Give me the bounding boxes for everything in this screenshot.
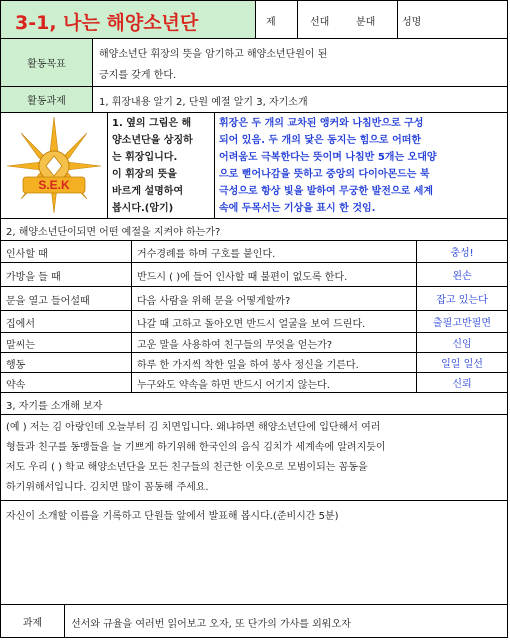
situation-text: 약속	[6, 380, 26, 391]
section2-title-row	[1, 219, 507, 241]
etiquette-row	[1, 353, 507, 373]
class-cell	[256, 1, 298, 38]
tasks-label-cell	[1, 87, 93, 112]
page-title: 3-1, 나는 해양소년단	[15, 12, 199, 34]
etiquette-row	[1, 263, 507, 287]
emblem-meaning-line: 극성으로 항상 빛을 발하여 무궁한 발전으로 세계	[219, 186, 434, 197]
goal-line-1: 해양소년단 휘장의 뜻을 암기하고 해양소년단원이 된	[99, 49, 328, 60]
unit-team-cell	[298, 1, 398, 38]
emblem-meaning-line: 어려움도 극복한다는 뜻이며 나침반 5개는 오대양	[219, 152, 437, 163]
goal-label-cell	[1, 39, 93, 86]
example-line: 하기위해서입니다. 김치면 많이 꼼동해 주세요.	[6, 482, 209, 493]
rule-cell	[132, 311, 417, 332]
emblem-meaning-cell	[215, 113, 507, 218]
emblem-logo-text: S.E.K	[38, 178, 70, 192]
situation-cell	[1, 333, 132, 352]
keyword-cell	[417, 311, 507, 332]
rule-text: 거수경례를 하며 구호를 붙인다.	[137, 249, 276, 260]
emblem-desc-line: 이 휘장의 뜻을	[112, 169, 177, 180]
emblem-logo-cell	[1, 113, 108, 218]
instruction-text: 자신이 소개할 이름을 기록하고 단원들 앞에서 발표해 봅시다.(준비시간 5분)	[6, 511, 339, 522]
header-row	[1, 1, 507, 39]
situation-cell	[1, 353, 132, 372]
rule-text: 다음 사람을 위해 문을 어떻게할까?	[137, 296, 291, 307]
emblem-meaning	[219, 115, 437, 217]
emblem-desc-line: 양소년단을 상징하	[112, 135, 193, 146]
etiquette-row	[1, 333, 507, 353]
situation-text: 행동	[6, 360, 26, 371]
situation-text: 말씨는	[6, 340, 35, 351]
emblem-desc	[112, 115, 193, 217]
keyword-cell	[417, 287, 507, 310]
keyword-text: 일일 일선	[441, 359, 483, 370]
situation-cell	[1, 287, 132, 310]
rule-cell	[132, 241, 417, 262]
goal-line-2: 긍지를 갖게 한다.	[99, 70, 177, 81]
rule-cell	[132, 287, 417, 310]
rule-text: 누구와도 약속을 하면 반드시 어기지 않는다.	[137, 380, 330, 391]
emblem-meaning-line: 휘장은 두 개의 교차된 앵커와 나침반으로 구성	[219, 118, 424, 129]
emblem-desc-line: 봅시다.(암기)	[112, 203, 174, 214]
keyword-text: 충성!	[450, 248, 474, 259]
title-cell	[1, 1, 256, 38]
keyword-cell	[417, 263, 507, 286]
emblem-meaning-line: 속에 두목서는 기상을 표시 한 것임.	[219, 203, 376, 214]
example-row	[1, 415, 507, 501]
keyword-text: 신임	[452, 339, 472, 350]
tasks-row	[1, 87, 507, 113]
situation-text: 인사할 때	[6, 249, 48, 260]
sek-emblem-icon	[1, 113, 108, 217]
etiquette-row	[1, 311, 507, 333]
goal-text-cell	[93, 39, 507, 86]
situation-cell	[1, 241, 132, 262]
situation-cell	[1, 263, 132, 286]
rule-cell	[132, 353, 417, 372]
keyword-cell	[417, 373, 507, 392]
rule-text: 고운 말을 사용하여 친구들의 무엇을 얻는가?	[137, 340, 333, 351]
homework-text-cell	[65, 605, 507, 637]
keyword-text: 잡고 있는다	[436, 295, 488, 306]
emblem-desc-line: 는 휘장입니다.	[112, 152, 178, 163]
goal-row	[1, 39, 507, 87]
emblem-desc-cell	[108, 113, 215, 218]
situation-text: 집에서	[6, 319, 35, 330]
rule-text: 하루 한 가지씩 착한 일을 하여 봉사 정신을 기른다.	[137, 360, 359, 371]
keyword-text: 신뢰	[452, 379, 472, 390]
tasks-text-cell	[93, 87, 507, 112]
unit-label: 선대	[310, 17, 330, 28]
etiquette-row	[1, 287, 507, 311]
rule-cell	[132, 373, 417, 392]
homework-row	[1, 605, 507, 637]
example-line: (예 ) 저는 김 아랑인데 오늘부터 김 치면입니다. 왜냐하면 해양소년단에 입단해서 여러	[6, 422, 381, 433]
emblem-meaning-line: 으로 뻗어나감을 뜻하고 중앙의 다이아몬드는 북	[219, 169, 430, 180]
answer-area[interactable]	[1, 501, 507, 605]
situation-cell	[1, 373, 132, 392]
example-paragraph	[6, 418, 386, 498]
keyword-cell	[417, 333, 507, 352]
situation-text: 가방을 들 때	[6, 272, 61, 283]
rule-cell	[132, 333, 417, 352]
tasks-label: 활동과제	[27, 96, 66, 107]
emblem-desc-line: 1. 옆의 그림은 해	[112, 118, 192, 129]
name-cell	[398, 1, 507, 38]
etiquette-row	[1, 373, 507, 393]
etiquette-row	[1, 241, 507, 263]
keyword-cell	[417, 241, 507, 262]
emblem-meaning-line: 되어 있음. 두 개의 닻은 동지는 힘으로 어떠한	[219, 135, 422, 146]
section3-title-row	[1, 393, 507, 415]
team-label: 분대	[356, 17, 376, 28]
section2-title: 2, 해양소년단이되면 어떤 예절을 지켜야 하는가?	[6, 227, 221, 238]
homework-label-cell	[1, 605, 65, 637]
situation-text: 문을 열고 들어설때	[6, 296, 90, 307]
keyword-text: 출필고반필면	[433, 318, 491, 329]
example-line: 저도 우리 ( ) 학교 해양소년단을 모든 친구들의 친근한 이웃으로 모범이되는 꼼동을	[6, 462, 368, 473]
emblem-row	[1, 113, 507, 219]
homework-label: 과제	[22, 617, 43, 629]
situation-cell	[1, 311, 132, 332]
class-label: 제	[266, 17, 276, 28]
name-label: 성명	[402, 17, 422, 28]
homework-text: 선서와 규율을 여러번 읽어보고 오자, 또 단가의 가사를 외워오자	[71, 619, 351, 630]
goal-label: 활동목표	[27, 59, 66, 70]
tasks-text: 1, 휘장내용 알기 2, 단원 예절 알기 3, 자기소개	[99, 97, 308, 108]
emblem-desc-line: 바르게 설명하여	[112, 186, 184, 197]
rule-text: 나갈 때 고하고 돌아오면 반드시 얼굴을 보여 드린다.	[137, 319, 366, 330]
rule-text: 반드시 ( )에 들어 인사할 때 불편이 없도록 한다.	[137, 272, 348, 283]
keyword-text: 왼손	[452, 271, 472, 282]
keyword-cell	[417, 353, 507, 372]
rule-cell	[132, 263, 417, 286]
example-line: 형들과 친구를 동맹들을 늘 기쁘게 하기위해 한국인의 음식 김치가 세계속에 알려지듯이	[6, 442, 386, 453]
section3-title: 3, 자기를 소개해 보자	[6, 401, 103, 412]
